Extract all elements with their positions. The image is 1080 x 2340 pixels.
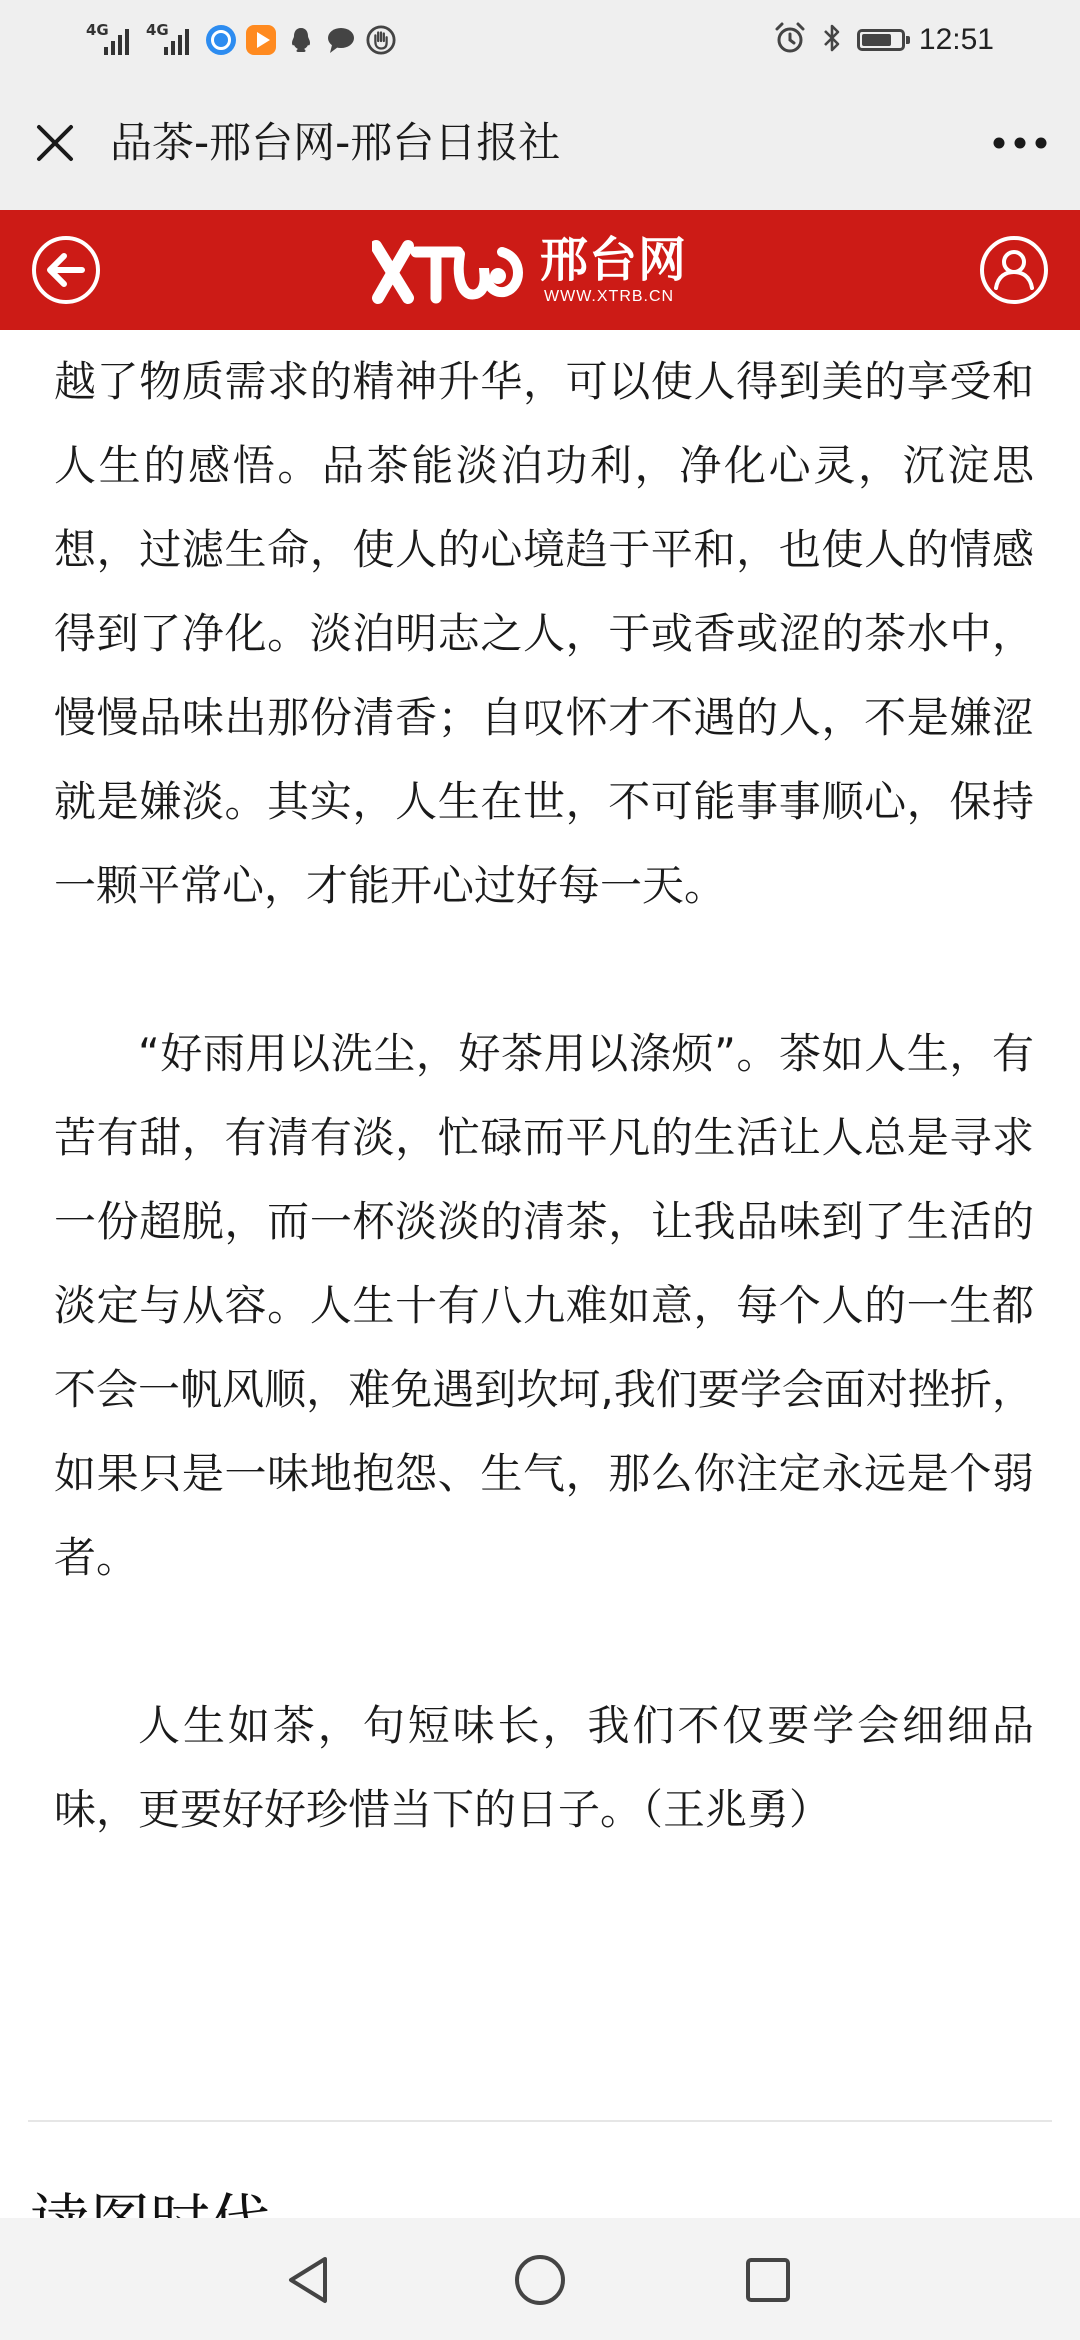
section-divider bbox=[28, 2120, 1052, 2122]
video-app-icon bbox=[246, 25, 276, 55]
back-arrow-icon bbox=[30, 234, 102, 306]
nav-home-icon bbox=[512, 2252, 568, 2308]
page-title: 品茶-邢台网-邢台日报社 bbox=[110, 118, 561, 167]
logo-mark-icon bbox=[372, 232, 542, 312]
webview-title-bar bbox=[0, 80, 1080, 210]
site-logo[interactable] bbox=[372, 232, 712, 312]
battery-icon bbox=[857, 29, 905, 51]
qq-icon bbox=[286, 25, 316, 55]
article-paragraph: 人生如茶，句短味长，我们不仅要学会细细品味，更要好好珍惜当下的日子。（王兆勇） bbox=[54, 1701, 1034, 1834]
user-button[interactable] bbox=[978, 234, 1050, 306]
status-time: 12:51 bbox=[918, 23, 994, 56]
browser-app-icon bbox=[206, 25, 236, 55]
article-body bbox=[54, 340, 1034, 1852]
chat-icon bbox=[326, 25, 356, 55]
network-type-label: 4G bbox=[86, 21, 109, 39]
close-icon bbox=[35, 123, 75, 163]
hand-icon bbox=[366, 25, 396, 55]
network-type-label-2: 4G bbox=[146, 21, 169, 39]
nav-home-button[interactable] bbox=[500, 2240, 580, 2320]
status-right-icons bbox=[773, 18, 994, 62]
close-button[interactable] bbox=[20, 108, 90, 178]
signal-icon-2 bbox=[146, 21, 196, 59]
article-paragraph: 越了物质需求的精神升华，可以使人得到美的享受和人生的感悟。品茶能淡泊功利，净化心灵，沉淀思想，过滤生命，使人的心境趋于平和，也使人的情感得到了净化。淡泊明志之人，于或香或涩的茶水中，慢慢品味出那份清香；自叹怀才不遇的人，不是嫌涩就是嫌淡。其实，人生在世，不可能事事顺心，保持一颗平常心，才能开心过好每一天。 bbox=[54, 357, 1034, 910]
user-icon bbox=[978, 234, 1050, 306]
more-options-button[interactable] bbox=[982, 108, 1058, 178]
logo-url: WWW.XTRB.CN bbox=[544, 288, 675, 305]
nav-back-button[interactable] bbox=[268, 2240, 348, 2320]
back-button[interactable] bbox=[30, 234, 102, 306]
nav-recent-button[interactable] bbox=[728, 2240, 808, 2320]
more-icon bbox=[992, 136, 1048, 150]
alarm-icon bbox=[773, 21, 807, 59]
nav-recent-icon bbox=[743, 2255, 793, 2305]
site-header bbox=[0, 210, 1080, 330]
bluetooth-icon bbox=[821, 21, 843, 59]
logo-name: 邢台网 bbox=[540, 232, 688, 288]
battery-level-fill bbox=[862, 34, 891, 46]
status-bar bbox=[0, 0, 1080, 80]
nav-back-icon bbox=[283, 2253, 333, 2307]
article-paragraph: “好雨用以洗尘，好茶用以涤烦”。茶如人生，有苦有甜，有清有淡，忙碌而平凡的生活让人总是寻求一份超脱，而一杯淡淡的清茶，让我品味到了生活的淡定与从容。人生十有八九难如意，每个人的一生都不会一帆风顺，难免遇到坎坷,我们要学会面对挫折，如果只是一味地抱怨、生气，那么你注定永远是个弱者。 bbox=[54, 1029, 1034, 1582]
signal-icon bbox=[86, 21, 136, 59]
system-navigation-bar bbox=[0, 2218, 1080, 2340]
status-left-icons bbox=[86, 20, 396, 60]
